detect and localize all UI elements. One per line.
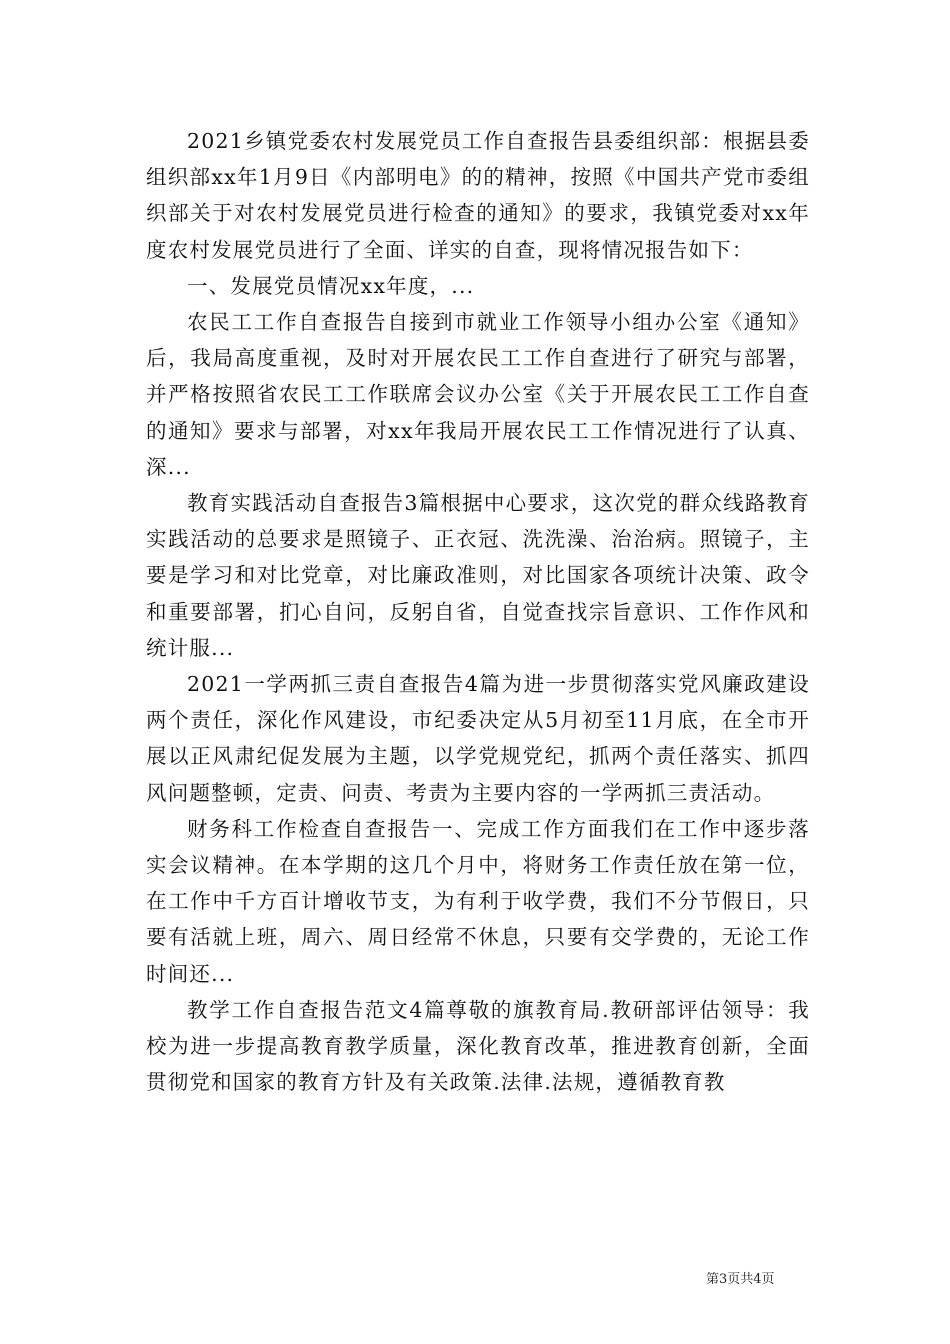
paragraph-rural-party-report: 2021乡镇党委农村发展党员工作自查报告县委组织部：根据县委组织部xx年1月9日《内部明电》的的精神，按照《中国共产党市委组织部关于对农村发展党员进行检查的通知》的要求，我镇党委对xx年度农村发展党员进行了全面、详实的自查，现将情况报告如下： — [146, 129, 810, 262]
paragraph-teaching-report: 教学工作自查报告范文4篇尊敬的旗教育局.教研部评估领导：我校为进一步提高教育教学质量，深化教育改革，推进教育创新，全面贯彻党和国家的教育方针及有关政策.法律.法规，遵循教育教 — [146, 997, 810, 1095]
paragraph-finance-report: 财务科工作检查自查报告一、完成工作方面我们在工作中逐步落实会议精神。在本学期的这几个月中，将财务工作责任放在第一位，在工作中千方百计增收节支，为有利于收学费，我们不分节假日，只要有活就上班，周六、周日经常不休息，只要有交学费的，无论工作时间还... — [146, 816, 810, 986]
paragraph-migrant-worker-report: 农民工工作自查报告自接到市就业工作领导小组办公室《通知》后，我局高度重视，及时对开展农民工工作自查进行了研究与部署，并严格按照省农民工工作联席会议办公室《关于开展农民工工作自查的通知》要求与部署，对xx年我局开展农民工工作情况进行了认真、深... — [146, 310, 810, 479]
paragraph-section-heading: 一、发展党员情况xx年度，... — [187, 273, 475, 298]
paragraph-one-study-report: 2021一学两抓三责自查报告4篇为进一步贯彻落实党风廉政建设两个责任，深化作风建设，市纪委决定从5月初至11月底，在全市开展以正风肃纪促发展为主题，以学党规党纪，抓两个责任落实、抓四风问题整顿，定责、问责、考责为主要内容的一学两抓三责活动。 — [146, 672, 810, 805]
paragraph-education-practice-report: 教育实践活动自查报告3篇根据中心要求，这次党的群众线路教育实践活动的总要求是照镜子、正衣冠、洗洗澡、治治病。照镜子，主要是学习和对比党章，对比廉政准则，对比国家各项统计决策、政令和重要部署，扪心自问，反躬自省，自觉查找宗旨意识、工作作风和统计服... — [146, 491, 810, 660]
document-body — [146, 123, 810, 1100]
page-number-footer: 第3页共4页 — [706, 1272, 775, 1287]
